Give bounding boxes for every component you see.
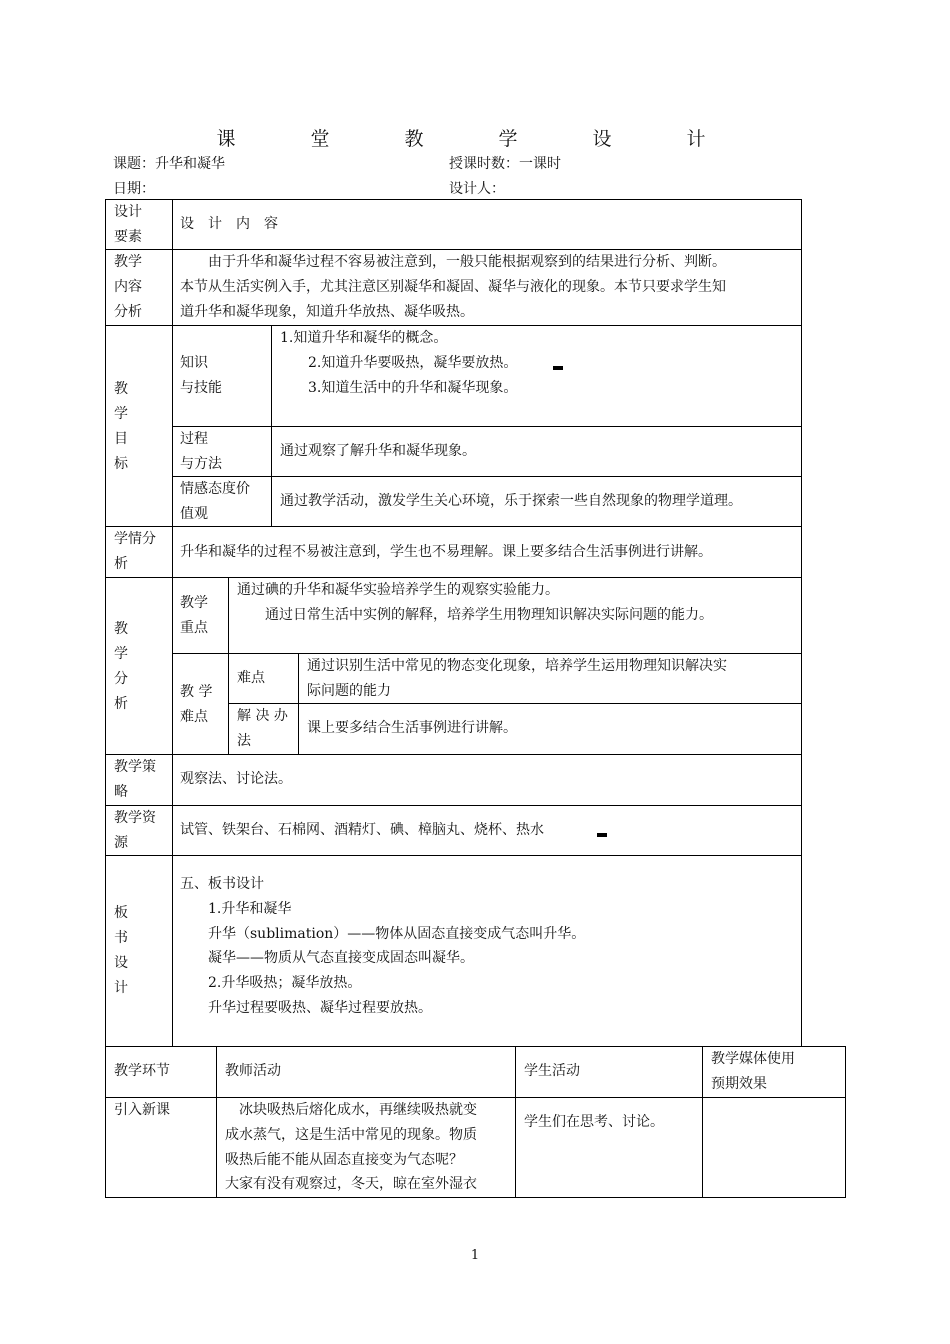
knowledge-item-1: 1.知道升华和凝华的概念。	[280, 330, 448, 346]
content-analysis-label-2: 内容	[114, 279, 142, 295]
learner-label-1: 学情分	[114, 531, 156, 547]
key-label-1: 教学	[180, 595, 208, 611]
attitude-label-2: 值观	[180, 506, 208, 522]
knowledge-item-3: 3.知道生活中的升华和凝华现象。	[280, 380, 518, 396]
knowledge-label-1: 知识	[180, 355, 208, 371]
process-label-2: 与方法	[180, 456, 222, 472]
board-line-3: 升华（sublimation）——物体从固态直接变成气态叫升华。	[180, 926, 586, 942]
knowledge-label-2: 与技能	[180, 380, 222, 396]
content-analysis-label-1: 教学	[114, 254, 142, 270]
designer-label: 设计人：	[449, 181, 505, 197]
knowledge-item-2: 2.知道升华要吸热，凝华要放热。	[280, 355, 518, 371]
resources-text: 试管、铁架台、石棉网、酒精灯、碘、樟脑丸、烧杯、热水	[180, 822, 544, 838]
document-title: 课 堂 教 学 设 计	[216, 128, 734, 150]
difficulty-text-1: 通过识别生活中常见的物态变化现象，培养学生运用物理知识解决实	[307, 658, 727, 674]
solution-label-2: 法	[237, 733, 251, 749]
header-student-text: 学生活动	[524, 1063, 580, 1079]
key-item-1: 通过碘的升华和凝华实验培养学生的观察实验能力。	[237, 582, 559, 598]
process-label-1: 过程	[180, 431, 208, 447]
attitude-label-1: 情感态度价	[180, 481, 250, 497]
topic-label: 课题：升华和凝华	[113, 156, 225, 172]
page-number: 1	[470, 1248, 480, 1263]
strategy-text: 观察法、讨论法。	[180, 771, 292, 787]
board-line-5: 2.升华吸热；凝华放热。	[180, 975, 362, 991]
content-analysis-line1: 由于升华和凝华过程不容易被注意到，一般只能根据观察到的结果进行分析、判断。	[180, 254, 726, 270]
content-analysis-line3: 道升华和凝华现象，知道升华放热、凝华吸热。	[180, 304, 474, 320]
solution-text: 课上要多结合生活事例进行讲解。	[307, 720, 517, 736]
board-label-4: 计	[114, 980, 128, 996]
key-label-2: 重点	[180, 620, 208, 636]
board-line-6: 升华过程要吸热、凝华过程要放热。	[180, 1000, 432, 1016]
text-mark	[597, 833, 607, 837]
objectives-label-1: 教	[114, 381, 128, 397]
objectives-label-3: 目	[114, 431, 128, 447]
text-mark	[553, 366, 563, 370]
objectives-label-4: 标	[114, 456, 128, 472]
board-line-1: 五、板书设计	[180, 876, 264, 892]
board-line-2: 1.升华和凝华	[180, 901, 292, 917]
resources-label-1: 教学资	[114, 810, 156, 826]
student-text: 学生们在思考、讨论。	[524, 1114, 664, 1130]
objectives-label-2: 学	[114, 406, 128, 422]
board-line-4: 凝华——物质从气态直接变成固态叫凝华。	[180, 950, 474, 966]
teacher-line-4: 大家有没有观察过，冬天，晾在室外湿衣	[225, 1176, 477, 1192]
analysis-label-4: 析	[114, 696, 128, 712]
board-label-1: 板	[114, 905, 128, 921]
analysis-label-2: 学	[114, 646, 128, 662]
header-teacher-text: 教师活动	[225, 1063, 281, 1079]
learner-text: 升华和凝华的过程不易被注意到，学生也不易理解。课上要多结合生活事例进行讲解。	[180, 544, 712, 560]
analysis-label-1: 教	[114, 621, 128, 637]
teacher-line-1: 冰块吸热后熔化成水，再继续吸热就变	[225, 1102, 477, 1118]
teacher-line-2: 成水蒸气，这是生活中常见的现象。物质	[225, 1127, 477, 1143]
difficulty-label-2: 难点	[180, 709, 208, 725]
process-text: 通过观察了解升华和凝华现象。	[280, 443, 476, 459]
stage-text: 引入新课	[114, 1102, 170, 1118]
key-item-2: 通过日常生活中实例的解释，培养学生用物理知识解决实际问题的能力。	[237, 607, 713, 623]
solution-label-1: 解 决 办	[237, 708, 288, 724]
header-media-text-2: 预期效果	[711, 1076, 767, 1092]
teacher-line-3: 吸热后能不能从固态直接变为气态呢？	[225, 1152, 463, 1168]
date-label: 日期：	[113, 181, 155, 197]
difficulty-label-1: 教 学	[180, 684, 213, 700]
difficulty-sub-label: 难点	[237, 670, 265, 686]
board-label-3: 设	[114, 955, 128, 971]
difficulty-text-2: 际问题的能力	[307, 683, 391, 699]
strategy-label-2: 略	[114, 784, 128, 800]
resources-label-2: 源	[114, 835, 128, 851]
hours-label: 授课时数：一课时	[449, 156, 561, 172]
design-content-heading: 设 计 内 容	[180, 216, 278, 232]
analysis-label-3: 分	[114, 671, 128, 687]
design-elements-line2: 要素	[114, 229, 142, 245]
content-analysis-label-3: 分析	[114, 304, 142, 320]
design-elements-line1: 设计	[114, 204, 142, 220]
header-stage-text: 教学环节	[114, 1063, 170, 1079]
cell-media	[702, 1097, 846, 1198]
header-media-text-1: 教学媒体使用	[711, 1051, 795, 1067]
attitude-text: 通过教学活动，激发学生关心环境，乐于探索一些自然现象的物理学道理。	[280, 493, 742, 509]
learner-label-2: 析	[114, 556, 128, 572]
content-analysis-line2: 本节从生活实例入手，尤其注意区别凝华和凝固、凝华与液化的现象。本节只要求学生知	[180, 279, 726, 295]
board-label-2: 书	[114, 930, 128, 946]
strategy-label-1: 教学策	[114, 759, 156, 775]
